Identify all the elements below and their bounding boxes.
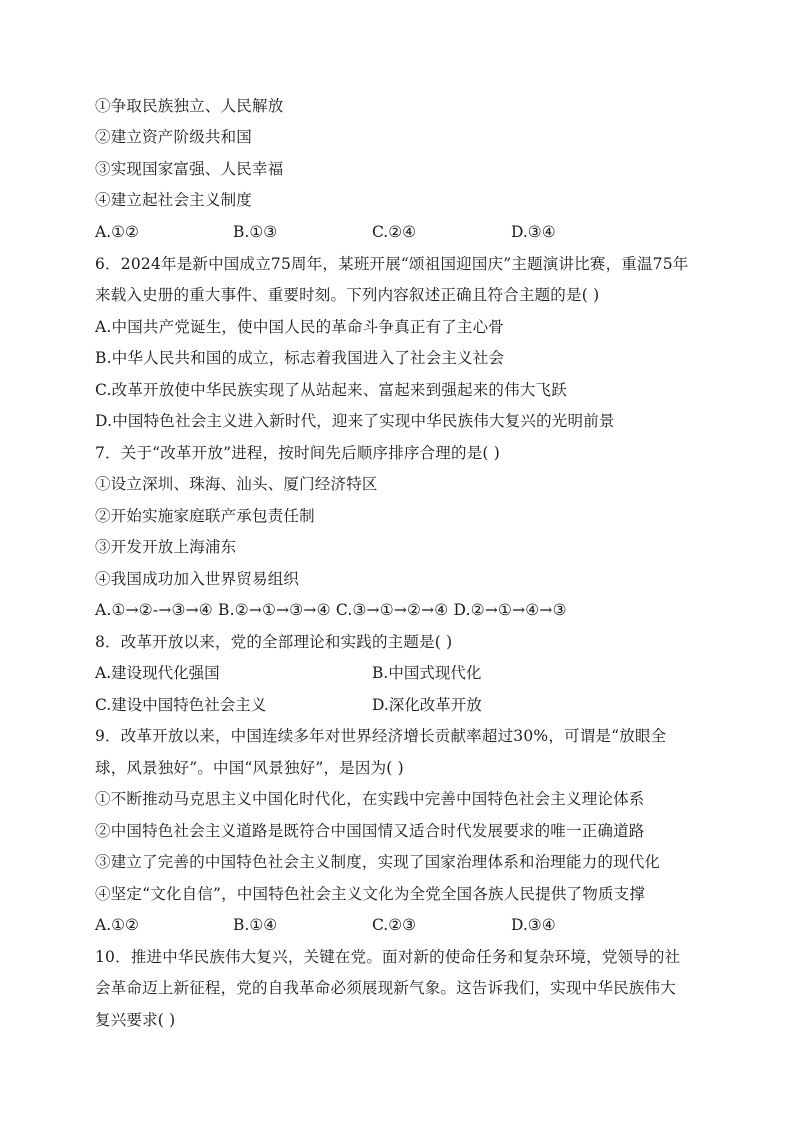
q10-stem-line-1: 10．推进中华民族伟大复兴，关键在党。面对新的使命任务和复杂环境，党领导的社 (95, 948, 681, 966)
q5-statement-3: ③实现国家富强、人民幸福 (95, 160, 284, 178)
q9-option-d: D.③④ (511, 916, 556, 934)
q8-option-c: C.建设中国特色社会主义 (95, 696, 267, 714)
q8-option-d: D.深化改革开放 (372, 696, 482, 714)
q6-stem-line-2: 来载入史册的重大事件、重要时刻。下列内容叙述正确且符合主题的是( ) (95, 286, 600, 304)
q5-option-a: A.①② (95, 223, 139, 241)
q10-stem-line-3: 复兴要求( ) (95, 1011, 176, 1029)
q5-option-b: B.①③ (233, 223, 278, 241)
q9-statement-3: ③建立了完善的中国特色社会主义制度，实现了国家治理体系和治理能力的现代化 (95, 853, 661, 871)
q9-statement-1: ①不断推动马克思主义中国化时代化，在实践中完善中国特色社会主义理论体系 (95, 790, 645, 808)
q8-option-b: B.中国式现代化 (372, 664, 482, 682)
q6-option-d: D.中国特色社会主义进入新时代，迎来了实现中华民族伟大复兴的光明前景 (95, 412, 615, 430)
q6-option-a: A.中国共产党诞生，使中国人民的革命斗争真正有了主心骨 (95, 318, 505, 336)
q8-option-a: A.建设现代化强国 (95, 664, 220, 682)
q8-stem: 8．改革开放以来，党的全部理论和实践的主题是( ) (95, 633, 453, 651)
q5-statement-4: ④建立起社会主义制度 (95, 191, 253, 209)
q5-statement-2: ②建立资产阶级共和国 (95, 128, 253, 146)
q9-statement-2: ②中国特色社会主义道路是既符合中国国情又适合时代发展要求的唯一正确道路 (95, 822, 645, 840)
q6-option-b: B.中华人民共和国的成立，标志着我国进入了社会主义社会 (95, 349, 505, 367)
q7-statement-4: ④我国成功加入世界贸易组织 (95, 570, 300, 588)
q9-stem-line-2: 球，风景独好”。中国“风景独好”，是因为( ) (95, 759, 404, 777)
q9-option-b: B.①④ (233, 916, 278, 934)
q6-option-c: C.改革开放使中华民族实现了从站起来、富起来到强起来的伟大飞跃 (95, 381, 567, 399)
q5-statement-1: ①争取民族独立、人民解放 (95, 97, 284, 115)
q9-option-c: C.②③ (372, 916, 417, 934)
q9-stem-line-1: 9．改革开放以来，中国连续多年对世界经济增长贡献率超过30%，可谓是“放眼全 (95, 727, 667, 745)
q7-statement-3: ③开发开放上海浦东 (95, 538, 237, 556)
q6-stem-line-1: 6．2024年是新中国成立75周年，某班开展“颂祖国迎国庆”主题演讲比赛，重温75年 (95, 255, 689, 273)
q10-stem-line-2: 会革命迈上新征程，党的自我革命必须展现新气象。这告诉我们，实现中华民族伟大 (95, 979, 676, 997)
q9-statement-4: ④坚定“文化自信”，中国特色社会主义文化为全党全国各族人民提供了物质支撑 (95, 885, 646, 903)
q9-option-a: A.①② (95, 916, 139, 934)
q7-statement-2: ②开始实施家庭联产承包责任制 (95, 507, 315, 525)
q7-options: A.①→②-→③→④ B.②→①→③→④ C.③→①→②→④ D.②→①→④→③ (95, 601, 567, 619)
q7-statement-1: ①设立深圳、珠海、汕头、厦门经济特区 (95, 475, 378, 493)
q7-stem: 7．关于“改革开放”进程，按时间先后顺序排序合理的是( ) (95, 444, 501, 462)
q5-option-d: D.③④ (511, 223, 556, 241)
q5-option-c: C.②④ (372, 223, 417, 241)
